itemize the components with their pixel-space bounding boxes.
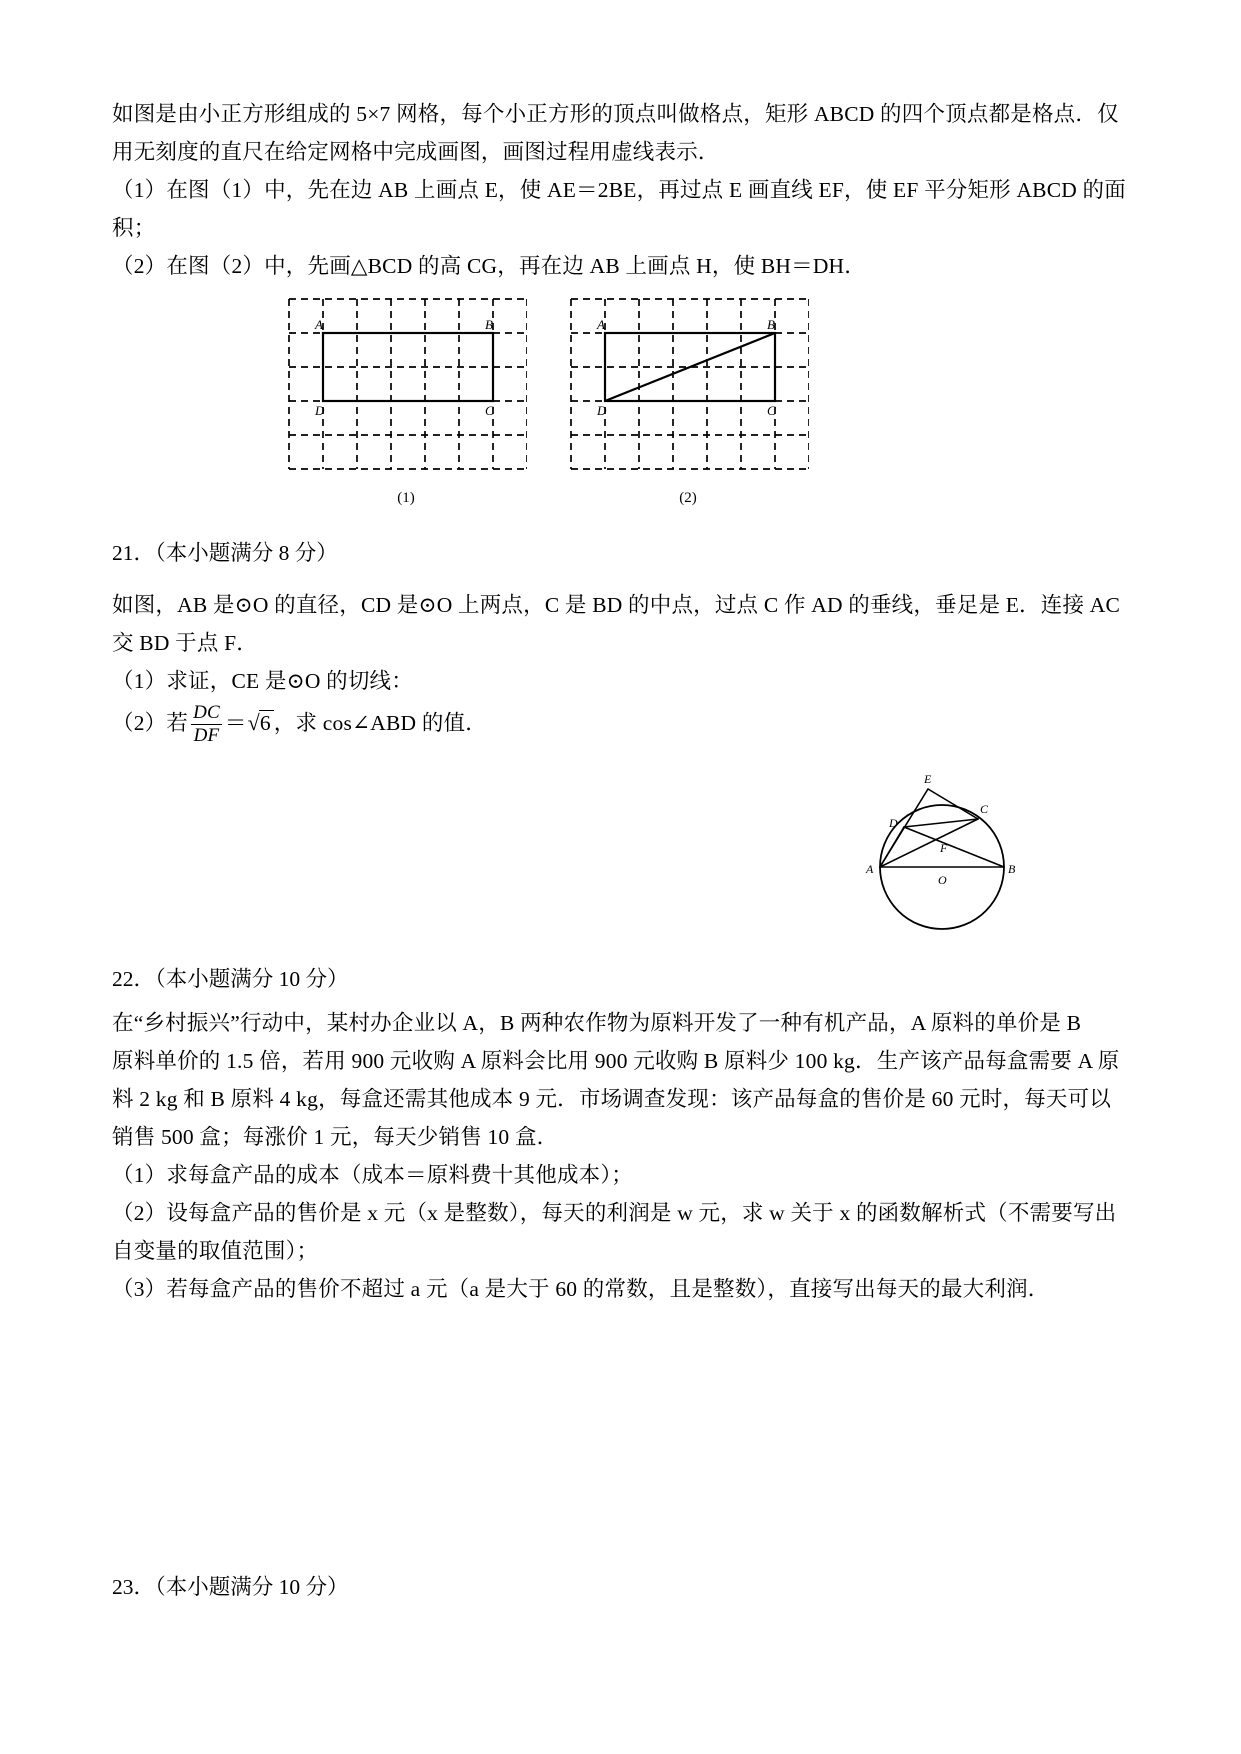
figure-1-label-C: C	[485, 403, 494, 418]
problem22-heading: 22．（本小题满分 10 分）	[112, 966, 349, 991]
blank-answer-space	[112, 1308, 1142, 1570]
fraction-denominator: DF	[193, 724, 220, 746]
figure-2-grid	[567, 295, 809, 488]
diagram-label-D: D	[889, 815, 898, 830]
figure-1-label-D: D	[315, 403, 325, 418]
problem20-sub1-cont: 积；	[112, 216, 156, 240]
figure-1-grid	[285, 295, 527, 488]
segment-DB	[904, 827, 1004, 867]
grid-figures	[112, 295, 1142, 510]
problem21-line-2: 交 BD 于点 F．	[112, 631, 258, 655]
problem22-body-line-3: 料 2 kg 和 B 原料 4 kg，每盒还需其他成本 9 元．市场调查发现：该产品每盒的售价是 60 元时，每天可以	[112, 1086, 1112, 1111]
fraction-numerator: DC	[193, 702, 220, 724]
figure-2-label-B: B	[767, 317, 775, 332]
problem22-sub3: （3）若每盒产品的售价不超过 a 元（a 是大于 60 的常数，且是整数），直接写出每天的最大利润．	[112, 1276, 1050, 1301]
diagram-label-C: C	[980, 801, 989, 816]
equals-sign: ＝	[224, 711, 247, 735]
figure-1-caption: (1)	[397, 490, 415, 506]
diagram-label-E: E	[924, 771, 932, 786]
segment-EC	[928, 789, 978, 819]
segment-DC	[904, 819, 978, 827]
diagram-label-F: F	[940, 840, 948, 855]
square-root	[247, 700, 274, 746]
problem22-sub2-cont: 自变量的取值范围）；	[112, 1238, 319, 1263]
dc-df-fraction	[191, 702, 222, 746]
diagram-label-B: B	[1008, 861, 1016, 876]
problem22-sub2: （2）设每盒产品的售价是 x 元（x 是整数），每天的利润是 w 元，求 w 关于 x 的函数解析式（不需要写出	[112, 1200, 1117, 1225]
figure-2-caption: (2)	[679, 490, 697, 506]
problem21-heading: 21．（本小题满分 8 分）	[112, 541, 338, 565]
problem21-sub2	[112, 700, 1142, 747]
problem20-body-line-1: 如图是由小正方形组成的 5×7 网格，每个小正方形的顶点叫做格点，矩形 ABCD 的四个顶点都是格点．仅	[112, 102, 1119, 126]
problem21-line-1: 如图，AB 是⊙O 的直径，CD 是⊙O 上两点，C 是 BD 的中点，过点 C 作 AD 的垂线，垂足是 E．连接 AC	[112, 593, 1120, 617]
problem21-sub2-prefix: （2）若	[112, 711, 189, 735]
radicand: 6	[259, 710, 274, 735]
problem23-heading: 23．（本小题满分 10 分）	[112, 1574, 349, 1599]
circle-diagram	[842, 747, 1042, 947]
figure-1	[285, 295, 527, 507]
page-content	[112, 95, 1142, 1604]
problem21-sub2-suffix: ，求 cos∠ABD 的值．	[273, 711, 487, 735]
diagram-label-A: A	[866, 861, 874, 876]
problem21-sub1: （1）求证，CE 是⊙O 的切线：	[112, 669, 413, 693]
problem20-body-line-2: 用无刻度的直尺在给定网格中完成画图，画图过程用虚线表示．	[112, 140, 720, 164]
problem21-diagram-wrap	[112, 747, 1142, 962]
figure-2-label-A: A	[597, 317, 605, 332]
figure-1-label-B: B	[485, 317, 493, 332]
problem20-sub2: （2）在图（2）中，先画△BCD 的高 CG，再在边 AB 上画点 H，使 BH＝DH．	[112, 254, 866, 278]
problem22-body-line-1: 在“乡村振兴”行动中，某村办企业以 A，B 两种农作物为原料开发了一种有机产品，A 原料的单价是 B	[112, 1010, 1082, 1035]
figure-2-label-C: C	[767, 403, 776, 418]
radical-icon: √	[247, 710, 260, 735]
figure-2-label-D: D	[597, 403, 607, 418]
figure-2	[567, 295, 809, 507]
problem20-sub1: （1）在图（1）中，先在边 AB 上画点 E，使 AE＝2BE，再过点 E 画直线 EF，使 EF 平分矩形 ABCD 的面	[112, 178, 1126, 202]
problem22-body-line-4: 销售 500 盒；每涨价 1 元，每天少销售 10 盒．	[112, 1124, 559, 1149]
problem22-sub1: （1）求每盒产品的成本（成本＝原料费十其他成本）；	[112, 1162, 634, 1187]
problem22-body-line-2: 原料单价的 1.5 倍，若用 900 元收购 A 原料会比用 900 元收购 B 原料少 100 kg．生产该产品每盒需要 A 原	[112, 1048, 1120, 1073]
figure-1-label-A: A	[315, 317, 323, 332]
diagram-label-O: O	[938, 872, 947, 887]
